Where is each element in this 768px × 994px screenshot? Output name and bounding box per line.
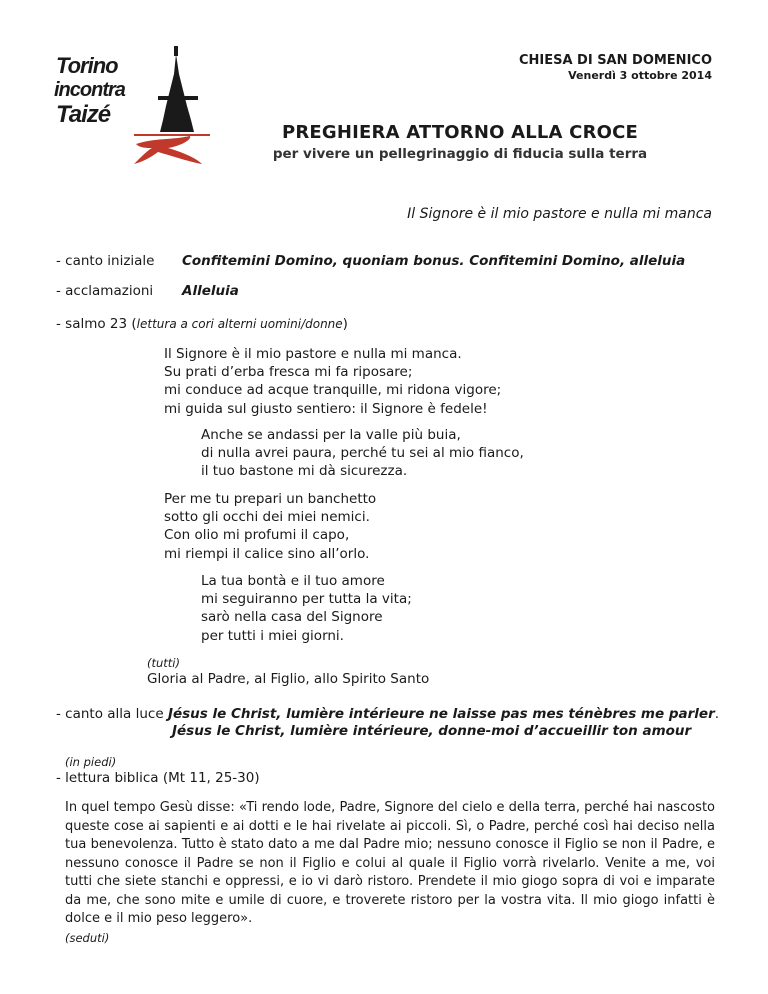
salmo-close: ): [342, 316, 348, 332]
verse-line: La tua bontà e il tuo amore: [201, 573, 385, 589]
event-date: Venerdì 3 ottobre 2014: [568, 69, 712, 82]
luce-line-2: Jésus le Christ, lumière intérieure, donne-moi d’accueillir ton amour: [172, 723, 692, 739]
church-name: CHIESA DI SAN DOMENICO: [518, 53, 712, 68]
page-subtitle: per vivere un pellegrinaggio di fiducia sulla terra: [272, 146, 648, 162]
verse-line: Con olio mi profumi il capo,: [164, 527, 350, 544]
item-canto-iniziale: [56, 253, 685, 269]
verse-line: di nulla avrei paura, perché tu sei al mio fianco,: [201, 445, 524, 462]
verse-line: mi conduce ad acque tranquille, mi ridona vigore;: [164, 382, 502, 399]
stanza-2: [201, 426, 524, 481]
verse-line: mi seguiranno per tutta la vita;: [201, 591, 412, 608]
item-label: - acclamazioni: [56, 283, 154, 299]
lettura-heading: - lettura biblica (Mt 11, 25-30): [56, 770, 260, 786]
verse-line: Su prati d’erba fresca mi fa riposare;: [164, 364, 413, 381]
item-acclamazioni: [56, 283, 239, 299]
logo-word-taize: Taizé: [56, 101, 111, 128]
seduti-note: (seduti): [65, 930, 110, 945]
luce-line-1: Jésus le Christ, lumière intérieure ne laisse pas mes ténèbres me parler: [167, 706, 715, 722]
verse-line: mi riempi il calice sino all’orlo.: [164, 545, 370, 562]
item-label: - salmo 23 (: [56, 316, 137, 332]
verse-line: Anche se andassi per la valle più buia,: [201, 427, 461, 443]
tutti-note: (tutti): [147, 656, 180, 670]
logo-word-torino: Torino: [56, 53, 118, 78]
verse-line: Il Signore è il mio pastore e nulla mi manca.: [164, 346, 462, 362]
salmo-note: lettura a cori alterni uomini/donne: [136, 317, 343, 331]
in-piedi-note: (in piedi): [65, 755, 117, 769]
item-salmo: [56, 316, 348, 332]
stanza-1: [164, 345, 501, 418]
verse-line: sarò nella casa del Signore: [201, 609, 383, 626]
reading-text: In quel tempo Gesù disse: «Ti rendo lode, Padre, Signore del cielo e della terra, perché hai nascosto queste cose ai sapienti e ai dotti e le hai rivelate ai piccoli. Sì, o Padre, perché così hai deciso nella tua benevolenza. Tutto è stato dato a me dal Padre mio; nessuno conosce il Figlio se non il Padre, e nessuno conosce il Padre se non il Figlio e colui al quale il Figlio vorrà rivelarlo. Venite a me, voi tutti che siete stanchi e oppressi, e io vi darò ristoro. Prendete il mio giogo sopra di voi e imparate da me, che sono mite e umile di cuore, e troverete ristoro per la vostra vita. Il mio giogo infatti è dolce e il mio peso leggero».: [65, 800, 715, 926]
item-label: - canto alla luce: [56, 706, 164, 722]
verse-line: il tuo bastone mi dà sicurezza.: [201, 463, 408, 480]
page-title: PREGHIERA ATTORNO ALLA CROCE: [281, 122, 639, 143]
item-text: Alleluia: [182, 283, 239, 299]
reading-passage: [65, 799, 715, 947]
luce-dot: .: [714, 706, 720, 722]
verse-line: sotto gli occhi dei miei nemici.: [164, 509, 370, 526]
theme-line: Il Signore è il mio pastore e nulla mi manca: [407, 206, 712, 222]
stanza-4: [201, 572, 412, 645]
item-canto-luce: [56, 706, 719, 722]
verse-line: Per me tu prepari un banchetto: [164, 491, 377, 507]
stanza-3: [164, 490, 376, 563]
gloria-line: Gloria al Padre, al Figlio, allo Spirito Santo: [147, 671, 430, 687]
verse-line: per tutti i miei giorni.: [201, 627, 344, 644]
verse-line: mi guida sul giusto sentiero: il Signore è fedele!: [164, 400, 488, 417]
logo-word-incontra: incontra: [54, 79, 125, 101]
item-label: - canto iniziale: [56, 253, 155, 269]
item-text: Confitemini Domino, quoniam bonus. Confitemini Domino, alleluia: [182, 253, 686, 269]
